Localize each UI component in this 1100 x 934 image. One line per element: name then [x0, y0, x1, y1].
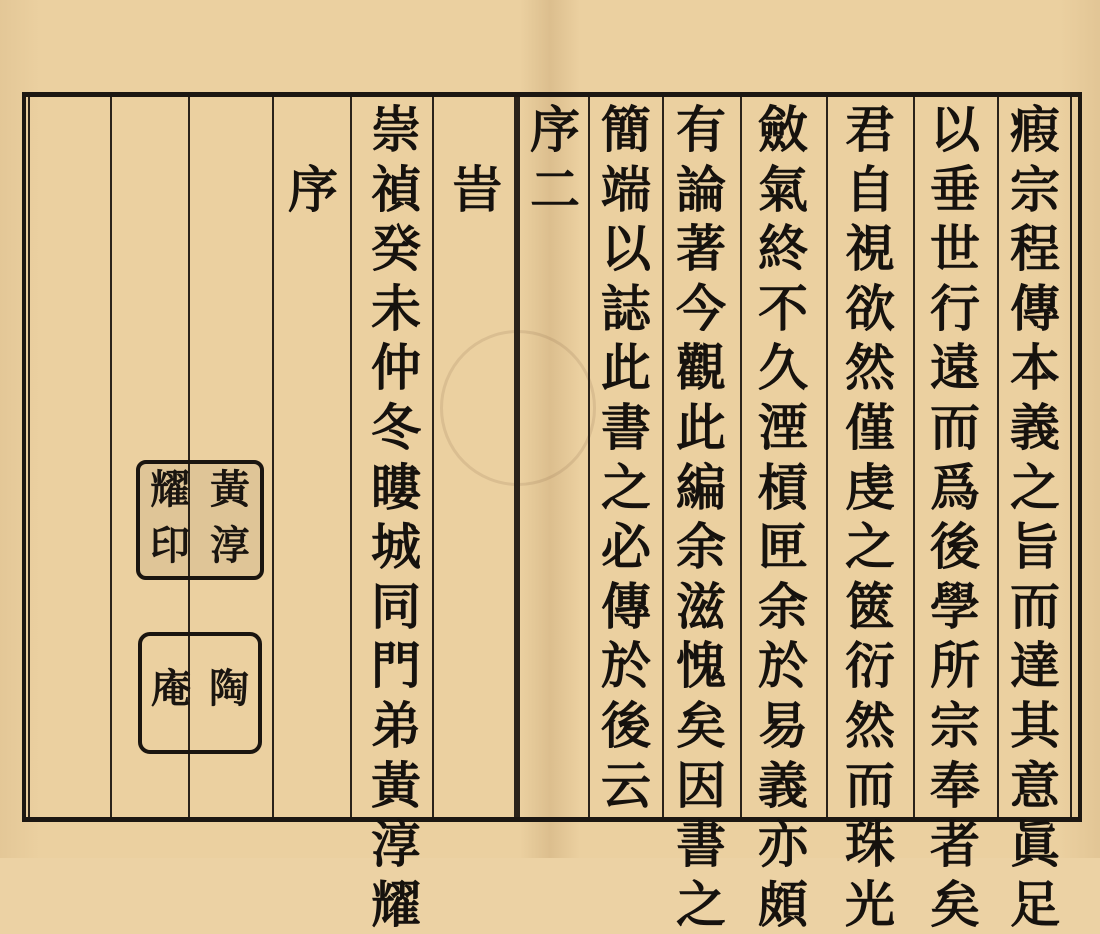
text-char: 後: [601, 695, 651, 755]
text-char: 矣: [676, 695, 726, 755]
text-char: 著: [676, 219, 726, 279]
text-char: 傳: [1010, 278, 1060, 338]
text-char: 二: [530, 159, 580, 219]
text-char: 終: [758, 219, 808, 279]
text-char: 義: [1010, 397, 1060, 457]
text-char: 禎: [371, 159, 421, 219]
text-char: 傳: [601, 576, 651, 636]
text-char: 之: [1010, 457, 1060, 517]
text-char: 宗: [1010, 159, 1060, 219]
text-char: 篋: [845, 576, 895, 636]
column-rule: [110, 97, 112, 817]
text-char: 欲: [845, 278, 895, 338]
seal-char: 印: [150, 522, 190, 569]
text-char: 久: [758, 338, 808, 398]
text-char: 書: [676, 815, 726, 875]
text-char: 愧: [676, 636, 726, 696]
text-column-3: [839, 100, 901, 934]
text-char: 未: [371, 278, 421, 338]
text-char: 之: [601, 457, 651, 517]
text-char: 本: [1010, 338, 1060, 398]
text-char: 頗: [758, 874, 808, 934]
text-char: 門: [371, 636, 421, 696]
text-char: 瘕: [1010, 100, 1060, 159]
text-char: 崇: [371, 100, 421, 159]
text-char: 仲: [371, 338, 421, 398]
text-char: 滋: [676, 576, 726, 636]
column-rule: [997, 97, 999, 817]
text-char: 光: [845, 874, 895, 934]
page-label-column: [524, 100, 586, 219]
text-char: 以: [930, 100, 980, 159]
text-char: 序: [530, 100, 580, 159]
text-char: 冬: [371, 397, 421, 457]
text-char: 必: [601, 517, 651, 577]
text-column-1: [1004, 100, 1066, 934]
text-char: 觀: [676, 338, 726, 398]
text-char: 易: [758, 695, 808, 755]
text-char: 視: [845, 219, 895, 279]
text-char: 奉: [930, 755, 980, 815]
text-char: 義: [758, 755, 808, 815]
text-char: 足: [1010, 874, 1060, 934]
text-char: 之: [845, 517, 895, 577]
column-rule: [588, 97, 590, 817]
text-char: 君: [845, 100, 895, 159]
text-char: 程: [1010, 219, 1060, 279]
column-rule: [432, 97, 434, 817]
text-char: 行: [930, 278, 980, 338]
center-gutter-rule: [514, 97, 520, 817]
text-column-5: [670, 100, 732, 934]
text-char: 今: [676, 278, 726, 338]
text-char: 旨: [1010, 517, 1060, 577]
text-char: 虔: [845, 457, 895, 517]
text-char: 黃: [371, 755, 421, 815]
seal-char: 黃: [210, 466, 250, 513]
text-char: 湮: [758, 397, 808, 457]
text-char: 世: [930, 219, 980, 279]
text-char: 論: [676, 159, 726, 219]
text-char: 以: [601, 219, 651, 279]
text-char: 癸: [371, 219, 421, 279]
seal-char: 庵: [151, 665, 191, 712]
column-rule: [826, 97, 828, 817]
text-char: 爲: [930, 457, 980, 517]
text-char: 旹: [452, 159, 502, 219]
text-char: 學: [930, 576, 980, 636]
text-char: 匣: [758, 517, 808, 577]
text-char: 余: [676, 517, 726, 577]
text-char: 此: [676, 397, 726, 457]
square-seal-stamp: [136, 460, 264, 580]
text-char: 誌: [601, 278, 651, 338]
column-rule: [350, 97, 352, 817]
text-char: [283, 100, 343, 160]
text-char: 其: [1010, 695, 1060, 755]
text-column-2: [924, 100, 986, 934]
column-rule: [913, 97, 915, 817]
text-char: 於: [758, 636, 808, 696]
text-char: 同: [371, 576, 421, 636]
text-char: 垂: [930, 159, 980, 219]
text-char: 珠: [845, 815, 895, 875]
preface-label-column: [282, 100, 344, 219]
text-char: 而: [1010, 576, 1060, 636]
text-char: 於: [601, 636, 651, 696]
text-char: 氣: [758, 159, 808, 219]
text-char: 槓: [758, 457, 808, 517]
text-char: 淳: [371, 815, 421, 875]
column-rule: [28, 97, 30, 817]
text-char: [447, 100, 507, 160]
text-char: 矣: [930, 874, 980, 934]
signature-column: [365, 100, 427, 934]
text-char: 意: [1010, 755, 1060, 815]
text-char: 然: [845, 338, 895, 398]
text-char: 之: [676, 874, 726, 934]
text-char: 有: [676, 100, 726, 159]
text-char: 此: [601, 338, 651, 398]
frame-left-edge: [22, 92, 26, 822]
text-char: 簡: [601, 100, 651, 159]
text-char: 余: [758, 576, 808, 636]
text-column-4: [752, 100, 814, 934]
text-char: 書: [601, 397, 651, 457]
column-rule: [740, 97, 742, 817]
text-char: 遠: [930, 338, 980, 398]
text-char: 達: [1010, 636, 1060, 696]
seal-char: 耀: [150, 466, 190, 513]
seal-char: 陶: [209, 665, 249, 712]
round-corner-seal-stamp: [138, 632, 262, 754]
text-char: 因: [676, 755, 726, 815]
text-char: 亦: [758, 815, 808, 875]
text-char: 所: [930, 636, 980, 696]
column-rule: [272, 97, 274, 817]
text-char: 者: [930, 815, 980, 875]
text-char: 僅: [845, 397, 895, 457]
text-char: 而: [930, 397, 980, 457]
text-char: 城: [371, 517, 421, 577]
seal-char: 淳: [210, 522, 250, 569]
text-char: 序: [288, 159, 338, 219]
text-char: 端: [601, 159, 651, 219]
text-char: 耀: [371, 874, 421, 934]
text-char: 衍: [845, 636, 895, 696]
text-char: 瞜: [371, 457, 421, 517]
text-char: 云: [601, 755, 651, 815]
text-char: 弟: [371, 695, 421, 755]
text-char: 後: [930, 517, 980, 577]
text-char: 宗: [930, 695, 980, 755]
text-char: 自: [845, 159, 895, 219]
text-char: 斂: [758, 100, 808, 159]
text-column-6: [595, 100, 657, 815]
column-rule: [1070, 97, 1072, 817]
date-marker-column: [446, 100, 508, 219]
frame-right-edge: [1078, 92, 1082, 822]
text-char: 而: [845, 755, 895, 815]
text-char: 然: [845, 695, 895, 755]
text-char: 眞: [1010, 815, 1060, 875]
text-char: 不: [758, 278, 808, 338]
column-rule: [662, 97, 664, 817]
text-char: 編: [676, 457, 726, 517]
